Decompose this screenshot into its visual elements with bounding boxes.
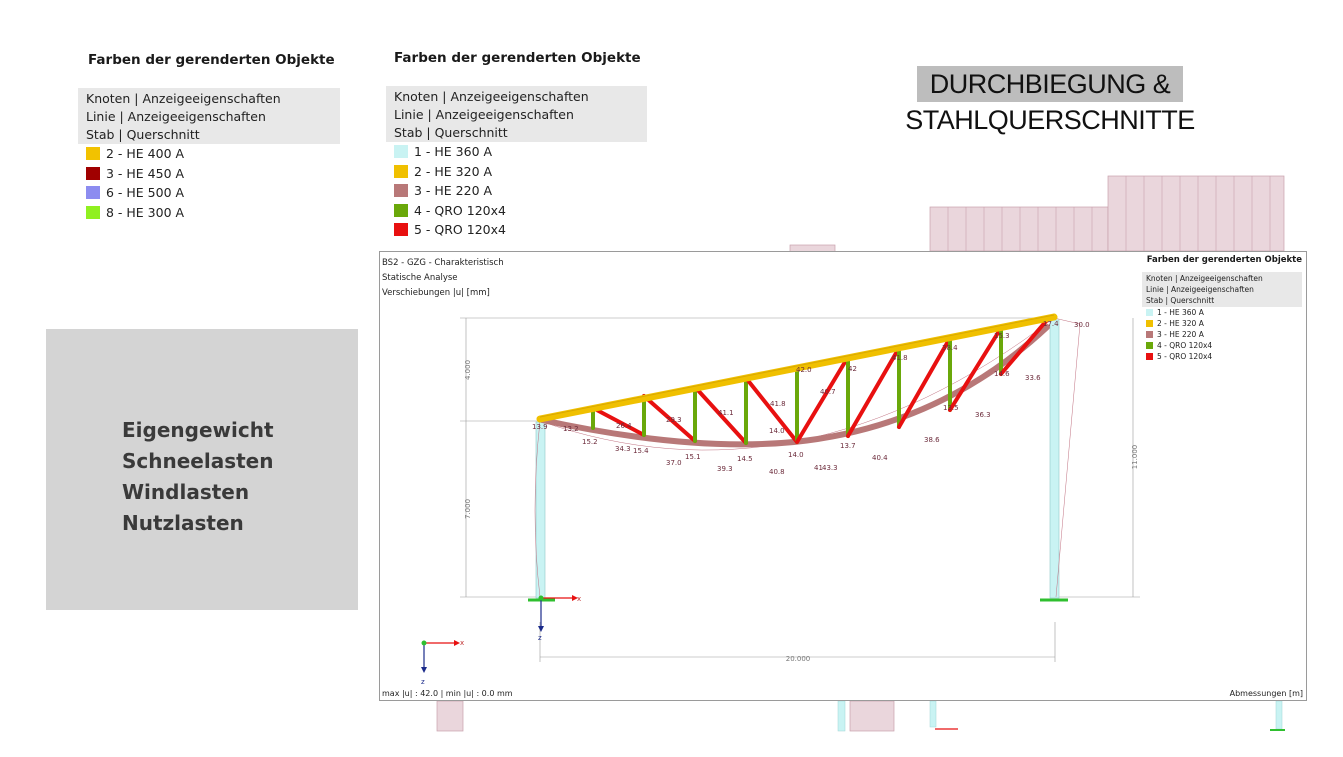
deflection-label: 40.7: [820, 388, 836, 396]
deflection-label: 14.0: [788, 451, 804, 459]
dimension-label-bottom: 20.000: [785, 655, 811, 663]
legend-middle-box-line: Knoten | Anzeigeeigenschaften: [394, 89, 589, 104]
legend-middle-box: [386, 86, 647, 142]
deflection-label: 13.9: [532, 423, 548, 431]
panel-legend-entry: [1146, 340, 1298, 351]
deflection-label: 30.0: [1074, 321, 1090, 329]
dimension-label-right: 11.000: [1131, 444, 1139, 470]
color-swatch: [394, 223, 408, 236]
legend-entry-label: 5 - QRO 120x4: [1157, 352, 1213, 361]
load-item: Nutzlasten: [122, 511, 244, 535]
legend-entry-label: 8 - HE 300 A: [106, 204, 185, 220]
deflection-label: 38.4: [942, 344, 958, 352]
legend-left-entry: [86, 183, 332, 203]
deflection-label: 15.2: [582, 438, 598, 446]
deflection-label: 33.6: [1025, 374, 1041, 382]
model-view-panel[interactable]: [379, 251, 1307, 701]
panel-legend-entry: [1146, 351, 1298, 362]
legend-left-box-line: Knoten | Anzeigeeigenschaften: [86, 91, 281, 106]
legend-middle: [386, 50, 647, 240]
color-swatch: [394, 204, 408, 217]
loads-list: [122, 415, 274, 539]
legend-entry-label: 1 - HE 360 A: [414, 144, 493, 159]
panel-legend-entry: [1146, 307, 1298, 318]
panel-footer-extremes: max |u| : 42.0 | min |u| : 0.0 mm: [382, 689, 513, 698]
panel-legend: [1142, 255, 1302, 362]
deflection-label: 13.7: [840, 442, 856, 450]
deflection-label: 39.3: [717, 465, 733, 473]
legend-middle-heading: Farben der gerenderten Objekte: [394, 50, 641, 66]
legend-left-entries: [78, 144, 340, 222]
panel-legend-heading: Farben der gerenderten Objekte: [1146, 255, 1302, 265]
legend-left-heading: Farben der gerenderten Objekte: [88, 52, 335, 68]
deflection-label: 15.4: [633, 447, 649, 455]
deflection-label: 38.6: [924, 436, 940, 444]
support-axis-triad: [538, 595, 581, 642]
deflection-label: 26.4: [616, 422, 632, 430]
panel-legend-entry: [1146, 318, 1298, 329]
legend-left-entry: [86, 144, 332, 164]
panel-info: [382, 256, 504, 301]
legend-middle-box-line: Linie | Anzeigeeigenschaften: [394, 107, 574, 122]
load-item: Windlasten: [122, 480, 250, 504]
global-axis-x-label: x: [460, 639, 465, 647]
axis-z-label: z: [538, 634, 542, 642]
legend-entry-label: 4 - QRO 120x4: [1157, 341, 1213, 350]
dimension-label-lower: 7.000: [464, 498, 472, 520]
color-swatch: [1146, 342, 1153, 349]
load-item: Schneelasten: [122, 449, 274, 473]
deflection-label: 37.0: [666, 459, 682, 467]
legend-middle-entry: [394, 201, 639, 221]
legend-entry-label: 2 - HE 320 A: [1157, 319, 1204, 328]
deflection-label: 42: [848, 365, 857, 373]
color-swatch: [1146, 320, 1153, 327]
deflection-label: 41: [814, 464, 823, 472]
legend-left-entry: [86, 203, 332, 223]
panel-legend-box-line: Knoten | Anzeigeeigenschaften: [1146, 274, 1263, 283]
legend-entry-label: 3 - HE 220 A: [414, 183, 493, 198]
deflection-label: 40.8: [769, 468, 785, 476]
color-swatch: [394, 184, 408, 197]
color-swatch: [1146, 353, 1153, 360]
loads-box: [46, 329, 358, 610]
legend-left: [78, 52, 340, 222]
panel-legend-box: [1142, 272, 1302, 307]
deflection-label: 41.1: [718, 409, 734, 417]
deflection-label: 15.3: [994, 332, 1010, 340]
deflection-label: 15.1: [685, 453, 701, 461]
axis-x-label: x: [577, 595, 582, 603]
panel-legend-box-line: Stab | Querschnitt: [1146, 296, 1215, 305]
deflection-label: 13.2: [563, 425, 579, 433]
load-item: Eigengewicht: [122, 418, 274, 442]
legend-middle-entry: [394, 142, 639, 162]
slide-title-line2: STAHLQUERSCHNITTE: [905, 105, 1195, 135]
deflection-label: 34.3: [615, 445, 631, 453]
panel-info-line: BS2 - GZG - Charakteristisch: [382, 258, 504, 268]
panel-info-line: Statische Analyse: [382, 273, 458, 283]
deflection-labels: [532, 320, 1090, 476]
deflection-label: 36.3: [975, 411, 991, 419]
slide-title: [895, 66, 1205, 138]
global-axis-z-label: z: [421, 678, 425, 686]
color-swatch: [86, 167, 100, 180]
slide-title-line1: DURCHBIEGUNG &: [917, 66, 1183, 102]
legend-middle-entries: [386, 142, 647, 240]
legend-entry-label: 3 - HE 220 A: [1157, 330, 1204, 339]
color-swatch: [86, 186, 100, 199]
legend-left-box: [78, 88, 340, 144]
deflection-label: 14.6: [994, 370, 1010, 378]
legend-middle-entry: [394, 220, 639, 240]
legend-middle-entry: [394, 162, 639, 182]
legend-entry-label: 3 - HE 450 A: [106, 165, 185, 181]
deflection-label: 41.8: [770, 400, 786, 408]
deflection-label: 40.4: [872, 454, 888, 462]
legend-entry-label: 5 - QRO 120x4: [414, 222, 506, 237]
legend-entry-label: 4 - QRO 120x4: [414, 202, 506, 218]
color-swatch: [394, 165, 408, 178]
panel-legend-entries: [1142, 307, 1302, 362]
panel-info-line: Verschiebungen |u| [mm]: [382, 288, 490, 298]
panel-footer-units: Abmessungen [m]: [1229, 689, 1303, 698]
deflection-label: 14.5: [737, 455, 753, 463]
deflection-label: 42.0: [796, 366, 812, 374]
legend-entry-label: 2 - HE 320 A: [414, 163, 493, 179]
panel-legend-entry: [1146, 329, 1298, 340]
right-column: [1050, 320, 1059, 598]
dimension-label-upper: 4.000: [464, 359, 472, 381]
color-swatch: [86, 206, 100, 219]
color-swatch: [1146, 331, 1153, 338]
deflection-label: 43.3: [822, 464, 838, 472]
color-swatch: [394, 145, 408, 158]
color-swatch: [1146, 309, 1153, 316]
panel-legend-box-line: Linie | Anzeigeeigenschaften: [1146, 285, 1254, 294]
deflection-label: 14.0: [769, 427, 785, 435]
legend-left-box-line: Linie | Anzeigeeigenschaften: [86, 109, 266, 124]
legend-entry-label: 1 - HE 360 A: [1157, 308, 1204, 317]
legend-entry-label: 2 - HE 400 A: [106, 146, 185, 161]
legend-entry-label: 6 - HE 500 A: [106, 185, 185, 200]
color-swatch: [86, 147, 100, 160]
legend-left-box-line: Stab | Querschnitt: [86, 127, 200, 142]
deflection-label: 29.3: [666, 416, 682, 424]
deflection-label: 17.4: [1043, 320, 1059, 328]
global-axis-triad: [421, 639, 464, 686]
legend-left-entry: [86, 164, 332, 184]
legend-middle-entry: [394, 181, 639, 201]
deflection-label: 41.8: [892, 354, 908, 362]
deflection-label: 13.5: [943, 404, 959, 412]
legend-middle-box-line: Stab | Querschnitt: [394, 125, 508, 140]
